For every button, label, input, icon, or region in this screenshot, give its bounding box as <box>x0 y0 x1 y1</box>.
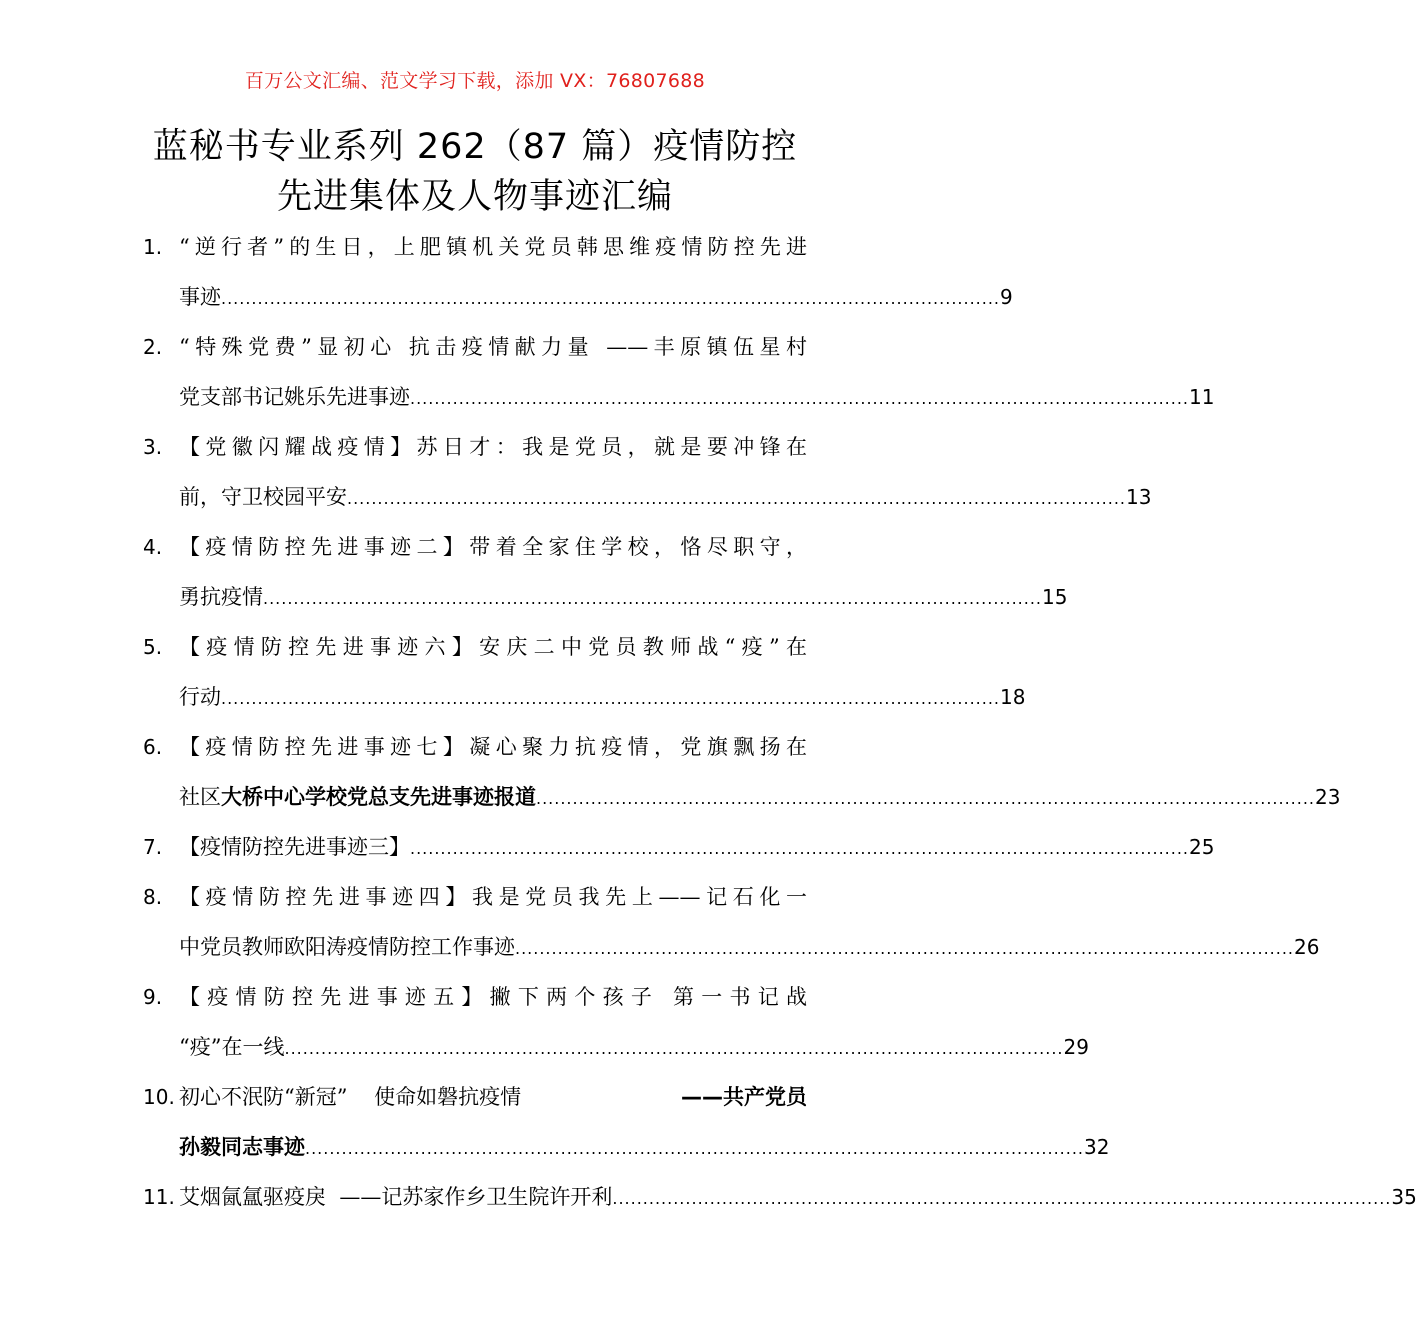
toc-page-number: 15 <box>1042 585 1068 609</box>
table-of-contents <box>143 222 1417 1222</box>
title-line-1: 蓝秘书专业系列 262（87 篇）疫情防控 <box>152 127 798 167</box>
toc-number: 1. <box>143 235 163 259</box>
toc-leader-line <box>179 472 1152 522</box>
toc-number: 10. <box>143 1085 175 1109</box>
toc-item-3[interactable] <box>143 422 1152 522</box>
toc-page-number: 9 <box>1000 285 1013 309</box>
toc-title-line: “逆行者”的生日，上肥镇机关党员韩思维疫情防控先进 <box>179 235 807 259</box>
toc-title-line: 艾烟氤氲驱疫戾 ——记苏家作乡卫生院许开利 <box>179 1185 613 1209</box>
toc-title-cont: 党支部书记姚乐先进事迹 <box>179 385 410 409</box>
toc-number: 11. <box>143 1185 175 1209</box>
toc-page-number: 11 <box>1189 385 1215 409</box>
toc-leader-line <box>179 672 1026 722</box>
toc-item-2[interactable] <box>143 322 1215 422</box>
toc-title-line: 【疫情防控先进事迹七】凝心聚力抗疫情，党旗飘扬在 <box>179 735 807 759</box>
toc-title-line: 【疫情防控先进事迹二】带着全家住学校，恪尽职守， <box>179 535 807 559</box>
toc-leader-line <box>179 1122 1110 1172</box>
toc-page-number: 29 <box>1063 1035 1089 1059</box>
toc-item-6[interactable] <box>143 722 1341 822</box>
toc-title-cont: 勇抗疫情 <box>179 585 263 609</box>
toc-leader-line <box>179 772 1341 822</box>
toc-number: 4. <box>143 535 163 559</box>
toc-item-7[interactable] <box>143 822 1215 872</box>
toc-title-line: 【疫情防控先进事迹六】安庆二中党员教师战“疫”在 <box>179 635 807 659</box>
toc-page-number: 25 <box>1189 835 1215 859</box>
toc-number: 6. <box>143 735 163 759</box>
dot-leader: ................................................................................................................................ <box>221 689 1000 708</box>
dot-leader: ................................................................................................................................ <box>410 389 1189 408</box>
toc-leader-line <box>179 272 1013 322</box>
dot-leader: ................................................................................................................................ <box>536 789 1315 808</box>
toc-item-8[interactable] <box>143 872 1320 972</box>
toc-title-cont: 中党员教师欧阳涛疫情防控工作事迹 <box>179 935 515 959</box>
toc-number: 9. <box>143 985 163 1009</box>
toc-title-part: 初心不泯防“新冠” 使命如磐抗疫情 <box>179 1085 535 1109</box>
toc-page-number: 18 <box>1000 685 1026 709</box>
toc-title-cont-bold: 孙毅同志事迹 <box>179 1135 305 1159</box>
dot-leader: ................................................................................................................................ <box>263 589 1042 608</box>
toc-title-part-bold: ——共产党员 <box>681 1085 807 1109</box>
toc-item-10[interactable] <box>143 1072 1110 1172</box>
toc-number: 3. <box>143 435 163 459</box>
toc-item-4[interactable] <box>143 522 1068 622</box>
toc-title-line <box>179 1072 807 1122</box>
toc-title-cont: 社区 <box>179 785 221 809</box>
toc-leader-line <box>179 572 1068 622</box>
toc-title-cont: 行动 <box>179 685 221 709</box>
toc-title-line: 【疫情防控先进事迹三】 <box>179 835 410 859</box>
toc-title-line: 【党徽闪耀战疫情】苏日才：我是党员，就是要冲锋在 <box>179 435 807 459</box>
toc-item-5[interactable] <box>143 622 1026 722</box>
title-line-2: 先进集体及人物事迹汇编 <box>276 177 673 217</box>
toc-leader-line <box>179 1022 1089 1072</box>
dot-leader: ................................................................................................................................ <box>515 939 1294 958</box>
dot-leader: ................................................................................................................................ <box>410 839 1189 858</box>
toc-page-number: 32 <box>1084 1135 1110 1159</box>
toc-number: 8. <box>143 885 163 909</box>
toc-title-line: 【疫情防控先进事迹五】撇下两个孩子 第一书记战 <box>179 985 807 1009</box>
header-watermark-text: 百万公文汇编、范文学习下载，添加 VX：76807688 <box>244 70 706 92</box>
toc-page-number: 26 <box>1294 935 1320 959</box>
dot-leader: ................................................................................................................................ <box>284 1039 1064 1058</box>
toc-page-number: 23 <box>1315 785 1341 809</box>
toc-leader-line <box>179 372 1215 422</box>
toc-title-cont-bold: 大桥中心学校党总支先进事迹报道 <box>221 785 536 809</box>
toc-number: 2. <box>143 335 163 359</box>
toc-item-9[interactable] <box>143 972 1089 1072</box>
toc-item-11[interactable] <box>143 1172 1417 1222</box>
toc-title-cont: 事迹 <box>179 285 221 309</box>
toc-title-cont: 前，守卫校园平安 <box>179 485 347 509</box>
toc-title-line: 【疫情防控先进事迹四】我是党员我先上——记石化一 <box>179 885 807 909</box>
toc-item-1[interactable] <box>143 222 1013 322</box>
toc-leader-line <box>179 1172 1417 1222</box>
toc-leader-line <box>179 822 1215 872</box>
dot-leader: ................................................................................................................................ <box>305 1139 1084 1158</box>
toc-number: 7. <box>143 835 163 859</box>
document-title <box>0 122 950 222</box>
toc-title-cont: “疫”在一线 <box>179 1035 285 1059</box>
dot-leader: ................................................................................................................................ <box>347 489 1126 508</box>
dot-leader: ................................................................................................................................ <box>221 289 1000 308</box>
dot-leader: ................................................................................................................................ <box>612 1189 1392 1208</box>
toc-number: 5. <box>143 635 163 659</box>
toc-page-number: 13 <box>1126 485 1152 509</box>
toc-page-number: 35 <box>1391 1185 1417 1209</box>
toc-leader-line <box>179 922 1320 972</box>
toc-title-line: “特殊党费”显初心 抗击疫情献力量 ——丰原镇伍星村 <box>179 335 807 359</box>
